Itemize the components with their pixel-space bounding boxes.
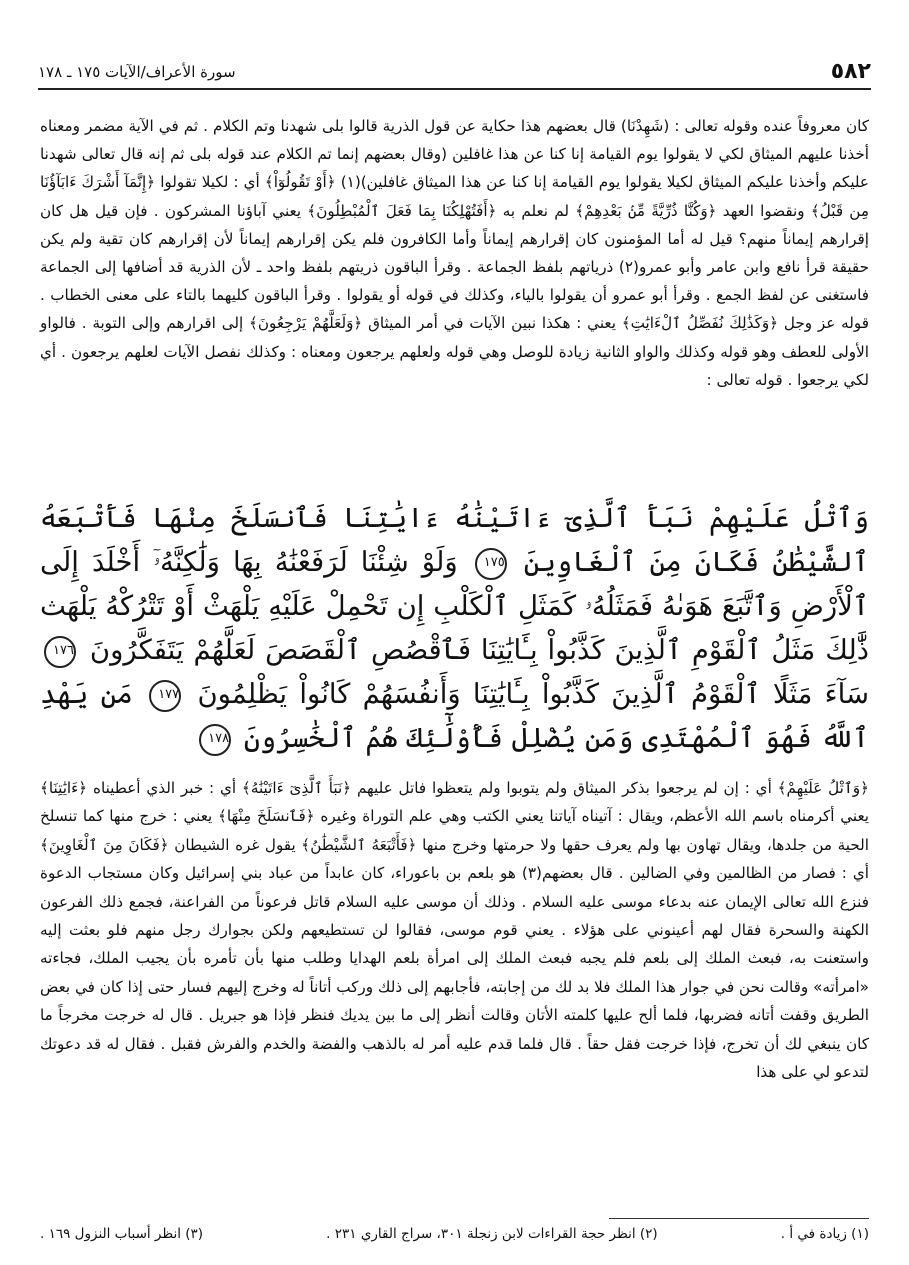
footnote-rule [609, 1218, 869, 1219]
footnote-3: (٣) انظر أسباب النزول ١٦٩ . [40, 1226, 204, 1242]
verse-177: سَآءَ مَثَلًا ٱلْقَوْمُ ٱلَّذِينَ كَذَّبُواْ بِـَٔايَٰتِنَا وَأَنفُسَهُمْ كَانُواْ يَظْلِمُونَ [197, 678, 870, 710]
commentary-paragraph: كان معروفاً عنده وقوله تعالى : (شَهِدْنَا) قال بعضهم هذا حكاية عن قول الذرية قالوا بلى شهدنا وتم الكلام . ثم في الآية مضمر ومعناه أخذنا عليهم الميثاق لكي لا يقولوا يوم القيامة إنا كنا عن هذا غافلين (وقال بعضهم إنما تم الكلام عند قوله بلى ثم إنه قال تعالى شهدنا عليكم وأخذنا عليكم الميثاق لكيلا يقولوا يوم القيامة إنا كنا عن هذا الميثاق غافلين)(١) ﴿أَوْ تَقُولُوٓاْ﴾ أي : لكيلا تقولوا ﴿إِنَّمَآ أَشْرَكَ ءَابَآؤُنَا مِن قَبْلُ﴾ ونقضوا العهد ﴿وَكُنَّا ذُرِّيَّةً مِّنۢ بَعْدِهِمْ﴾ لم نعلم به ﴿أَفَتُهْلِكُنَا بِمَا فَعَلَ ٱلْمُبْطِلُونَ﴾ يعني آباؤنا المشركون . فإن قيل هل كان إقرارهم إيماناً منهم؟ قيل له أما المؤمنون كان إقرارهم إيماناً وأما الكافرون فلم يكن إقرارهم إيماناً لأن إقرارهم كان تقية ولم يكن حقيقة قرأ نافع وابن عامر وأبو عمرو(٢) ذرياتهم بلفظ الجماعة . وقرأ الباقون ذريتهم بلفظ واحد ـ لأن الذرية قد أضافها إلى الجماعة فاستغنى عن لفظ الجمع . وقرأ أبو عمرو أن يقولوا بالياء، وكذلك في قوله أو يقولوا . وقرأ الباقون كليهما بالتاء على معنى الخطاب . قوله عز وجل ﴿وَكَذَٰلِكَ نُفَصِّلُ ٱلْءَايَٰتِ﴾ يعني : هكذا نبين الآيات في أمر الميثاق ﴿وَلَعَلَّهُمْ يَرْجِعُونَ﴾ إلى اقرارهم وإلى التوبة . فالواو الأولى للعطف وهو قوله وكذلك والواو الثانية زيادة للوصل وهي قوله ولعلهم يرجعون ومعناه : وكذلك نفصل الآيات لعلهم يرجعون . أي لكي يرجعوا . قوله تعالى : [40, 117, 869, 389]
quran-verses [40, 496, 869, 760]
verse-number-mark: ١٧٧ [149, 680, 181, 712]
footnotes [40, 1226, 869, 1256]
header-rule [38, 88, 871, 90]
tafsir-block: ﴿وَٱتْلُ عَلَيْهِمْ﴾ أي : إن لم يرجعوا بذكر الميثاق ولم يتوبوا ولم يتعظوا فاتل عليهم ﴿نَبَأَ ٱلَّذِىٓ ءَاتَيْنَٰهُ﴾ أي : خبر الذي أعطيناه ﴿ءَايَٰتِنَا﴾ يعني أكرمناه باسم الله الأعظم، ويقال : آتيناه آياتنا يعني الكتب وهي علم التوراة وغيره ﴿فَٱنسَلَخَ مِنْهَا﴾ يعني : خرج منها كما تنسلخ الحية من جلدها، ويقال تهاون بها ولم يعرف حقها ولا حرمتها وخرج منها ﴿فَأَتْبَعَهُ ٱلشَّيْطَٰنُ﴾ يقول غره الشيطان ﴿فَكَانَ مِنَ ٱلْغَاوِينَ﴾ أي : فصار من الظالمين وفي الضالين . قال بعضهم(٣) هو بلعم بن باعوراء، كان عابداً من عباد بني إسرائيل وكان مستجاب الدعوة فنزع الله تعالى الإيمان عنه بدعاء موسى عليه السلام . وذلك أن موسى عليه السلام قاتل فرعوناً من الفراعنة، فجمع ذلك الفرعون الكهنة والسحرة فقال لهم أعينوني على هؤلاء . يعني قوم موسى، فقالوا لن تستطيعهم ولكن بجوارك رجل منهم فلو بعثت إليه واستعنت به، فبعث الملك إلى بلعم فلم يجبه فبعث الملك إلى امرأة بلعم الهدايا وطلب منها بأن تأمره بأن يجيب الملك، فجاءته «امرأته» وقالت نحن في جوار هذا الملك فلا بد لك من إجابته، فأجابهم إلى ذلك وركب أتاناً له وخرج إليهم فسار حتى إذا كان في بعض الطريق وقفت أتانه فضربها، فلما ألح عليها كلمته الأتان وقالت أنظر إلى ما بين يديك فنظر فإذا هو جبريل . قال له خرجت مخرجاً ما كان ينبغي لك أن تخرج، فإذا خرجت فقل حقاً . قال فلما قدم عليه أمر له بالذهب والفضة والخدم والفرش فقبل . فقال له قد دعوتك لتدعو لي على هذا [40, 779, 869, 1082]
running-head: سورة الأعراف/الآيات ١٧٥ ـ ١٧٨ [38, 63, 236, 81]
page-number: ٥٨٢ [830, 59, 871, 84]
verse-number-mark: ١٧٨ [199, 724, 231, 756]
page-header [38, 44, 871, 84]
verse-number-mark: ١٧٥ [475, 548, 507, 580]
verse-178: مَن يَهْدِ ٱللَّهُ فَهُوَ ٱلْمُهْتَدِى وَمَن يُضْلِلْ فَأُوْلَٰٓئِكَ هُمُ ٱلْخَٰسِرُونَ [40, 678, 869, 754]
verse-176: وَلَوْ شِئْنَا لَرَفَعْنَٰهُ بِهَا وَلَٰكِنَّهُۥٓ أَخْلَدَ إِلَى ٱلْأَرْضِ وَٱتَّبَعَ هَوَىٰهُ فَمَثَلُهُۥ كَمَثَلِ ٱلْكَلْبِ إِن تَحْمِلْ عَلَيْهِ يَلْهَثْ أَوْ تَتْرُكْهُ يَلْهَث ذَّٰلِكَ مَثَلُ ٱلْقَوْمِ ٱلَّذِينَ كَذَّبُواْ بِـَٔايَٰتِنَا فَٱقْصُصِ ٱلْقَصَصَ لَعَلَّهُمْ يَتَفَكَّرُونَ [40, 546, 869, 666]
commentary-block [40, 112, 869, 394]
verse-175: وَٱتْلُ عَلَيْهِمْ نَبَأَ ٱلَّذِىٓ ءَاتَيْنَٰهُ ءَايَٰتِنَا فَٱنسَلَخَ مِنْهَا فَأَتْبَعَهُ ٱلشَّيْطَٰنُ فَكَانَ مِنَ ٱلْغَاوِينَ [40, 502, 869, 578]
footnote-2: (٢) انظر حجة القراءات لابن زنجلة ٣٠١، سراج القاري ٢٣١ . [326, 1226, 658, 1242]
footnote-1: (١) زيادة في أ . [780, 1226, 869, 1242]
verse-number-mark: ١٧٦ [44, 636, 76, 668]
